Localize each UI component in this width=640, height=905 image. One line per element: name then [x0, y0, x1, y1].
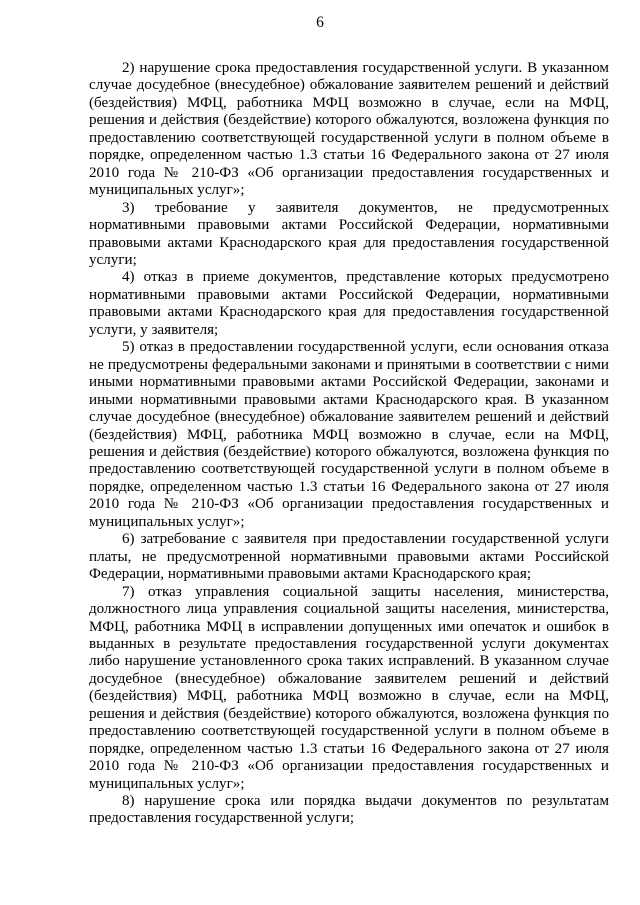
paragraph-item-2: 2) нарушение срока предоставления государственной услуги. В указанном случае досудебное (внесудебное) обжалование заявителем решений и действий (бездействия) МФЦ, работника МФЦ возможно в случае, если на МФЦ, решения и действия (бездействие) которого обжалуются, возложена функция по предоставлению соответствующей государственной услуги в полном объеме в порядке, определенном частью 1.3 статьи 16 Федерального закона от 27 июля 2010 года № 210-ФЗ «Об организации предоставления государственных и муниципальных услуг»; — [89, 60, 609, 199]
paragraph-item-5: 5) отказ в предоставлении государственной услуги, если основания отказа не предусмотрены федеральными законами и принятыми в соответствии с ними иными нормативными правовыми актами Российской Федерации, законами и иными нормативными правовыми актами Краснодарского края. В указанном случае досудебное (внесудебное) обжалование заявителем решений и действий (бездействия) МФЦ, работника МФЦ возможно в случае, если на МФЦ, решения и действия (бездействие) которого обжалуются, возложена функция по предоставлению соответствующей государственной услуги в полном объеме в порядке, определенном частью 1.3 статьи 16 Федерального закона от 27 июля 2010 года № 210-ФЗ «Об организации предоставления государственных и муниципальных услуг»; — [89, 339, 609, 530]
paragraph-item-3: 3) требование у заявителя документов, не предусмотренных нормативными правовыми актами Российской Федерации, нормативными правовыми актами Краснодарского края для предоставления государственной услуги; — [89, 199, 609, 268]
page-number: 6 — [316, 14, 324, 31]
paragraph-item-8: 8) нарушение срока или порядка выдачи документов по результатам предоставления государственной услуги; — [89, 793, 609, 827]
document-body — [89, 60, 609, 828]
paragraph-item-4: 4) отказ в приеме документов, представление которых предусмотрено нормативными правовыми актами Российской Федерации, нормативными правовыми актами Краснодарского края для предоставления государственной услуги, у заявителя; — [89, 269, 609, 338]
paragraph-item-7: 7) отказ управления социальной защиты населения, министерства, должностного лица управления социальной защиты населения, министерства, МФЦ, работника МФЦ в исправлении допущенных ими опечаток и ошибок в выданных в результате предоставления государственной услуги документах либо нарушение установленного срока таких исправлений. В указанном случае досудебное (внесудебное) обжалование заявителем решений и действий (бездействия) МФЦ, работника МФЦ возможно в случае, если на МФЦ, решения и действия (бездействие) которого обжалуются, возложена функция по предоставлению соответствующей государственной услуги в полном объеме в порядке, определенном частью 1.3 статьи 16 Федерального закона от 27 июля 2010 года № 210-ФЗ «Об организации предоставления государственных и муниципальных услуг»; — [89, 583, 609, 792]
paragraph-item-6: 6) затребование с заявителя при предоставлении государственной услуги платы, не предусмотренной нормативными правовыми актами Российской Федерации, нормативными правовыми актами Краснодарского края; — [89, 531, 609, 583]
